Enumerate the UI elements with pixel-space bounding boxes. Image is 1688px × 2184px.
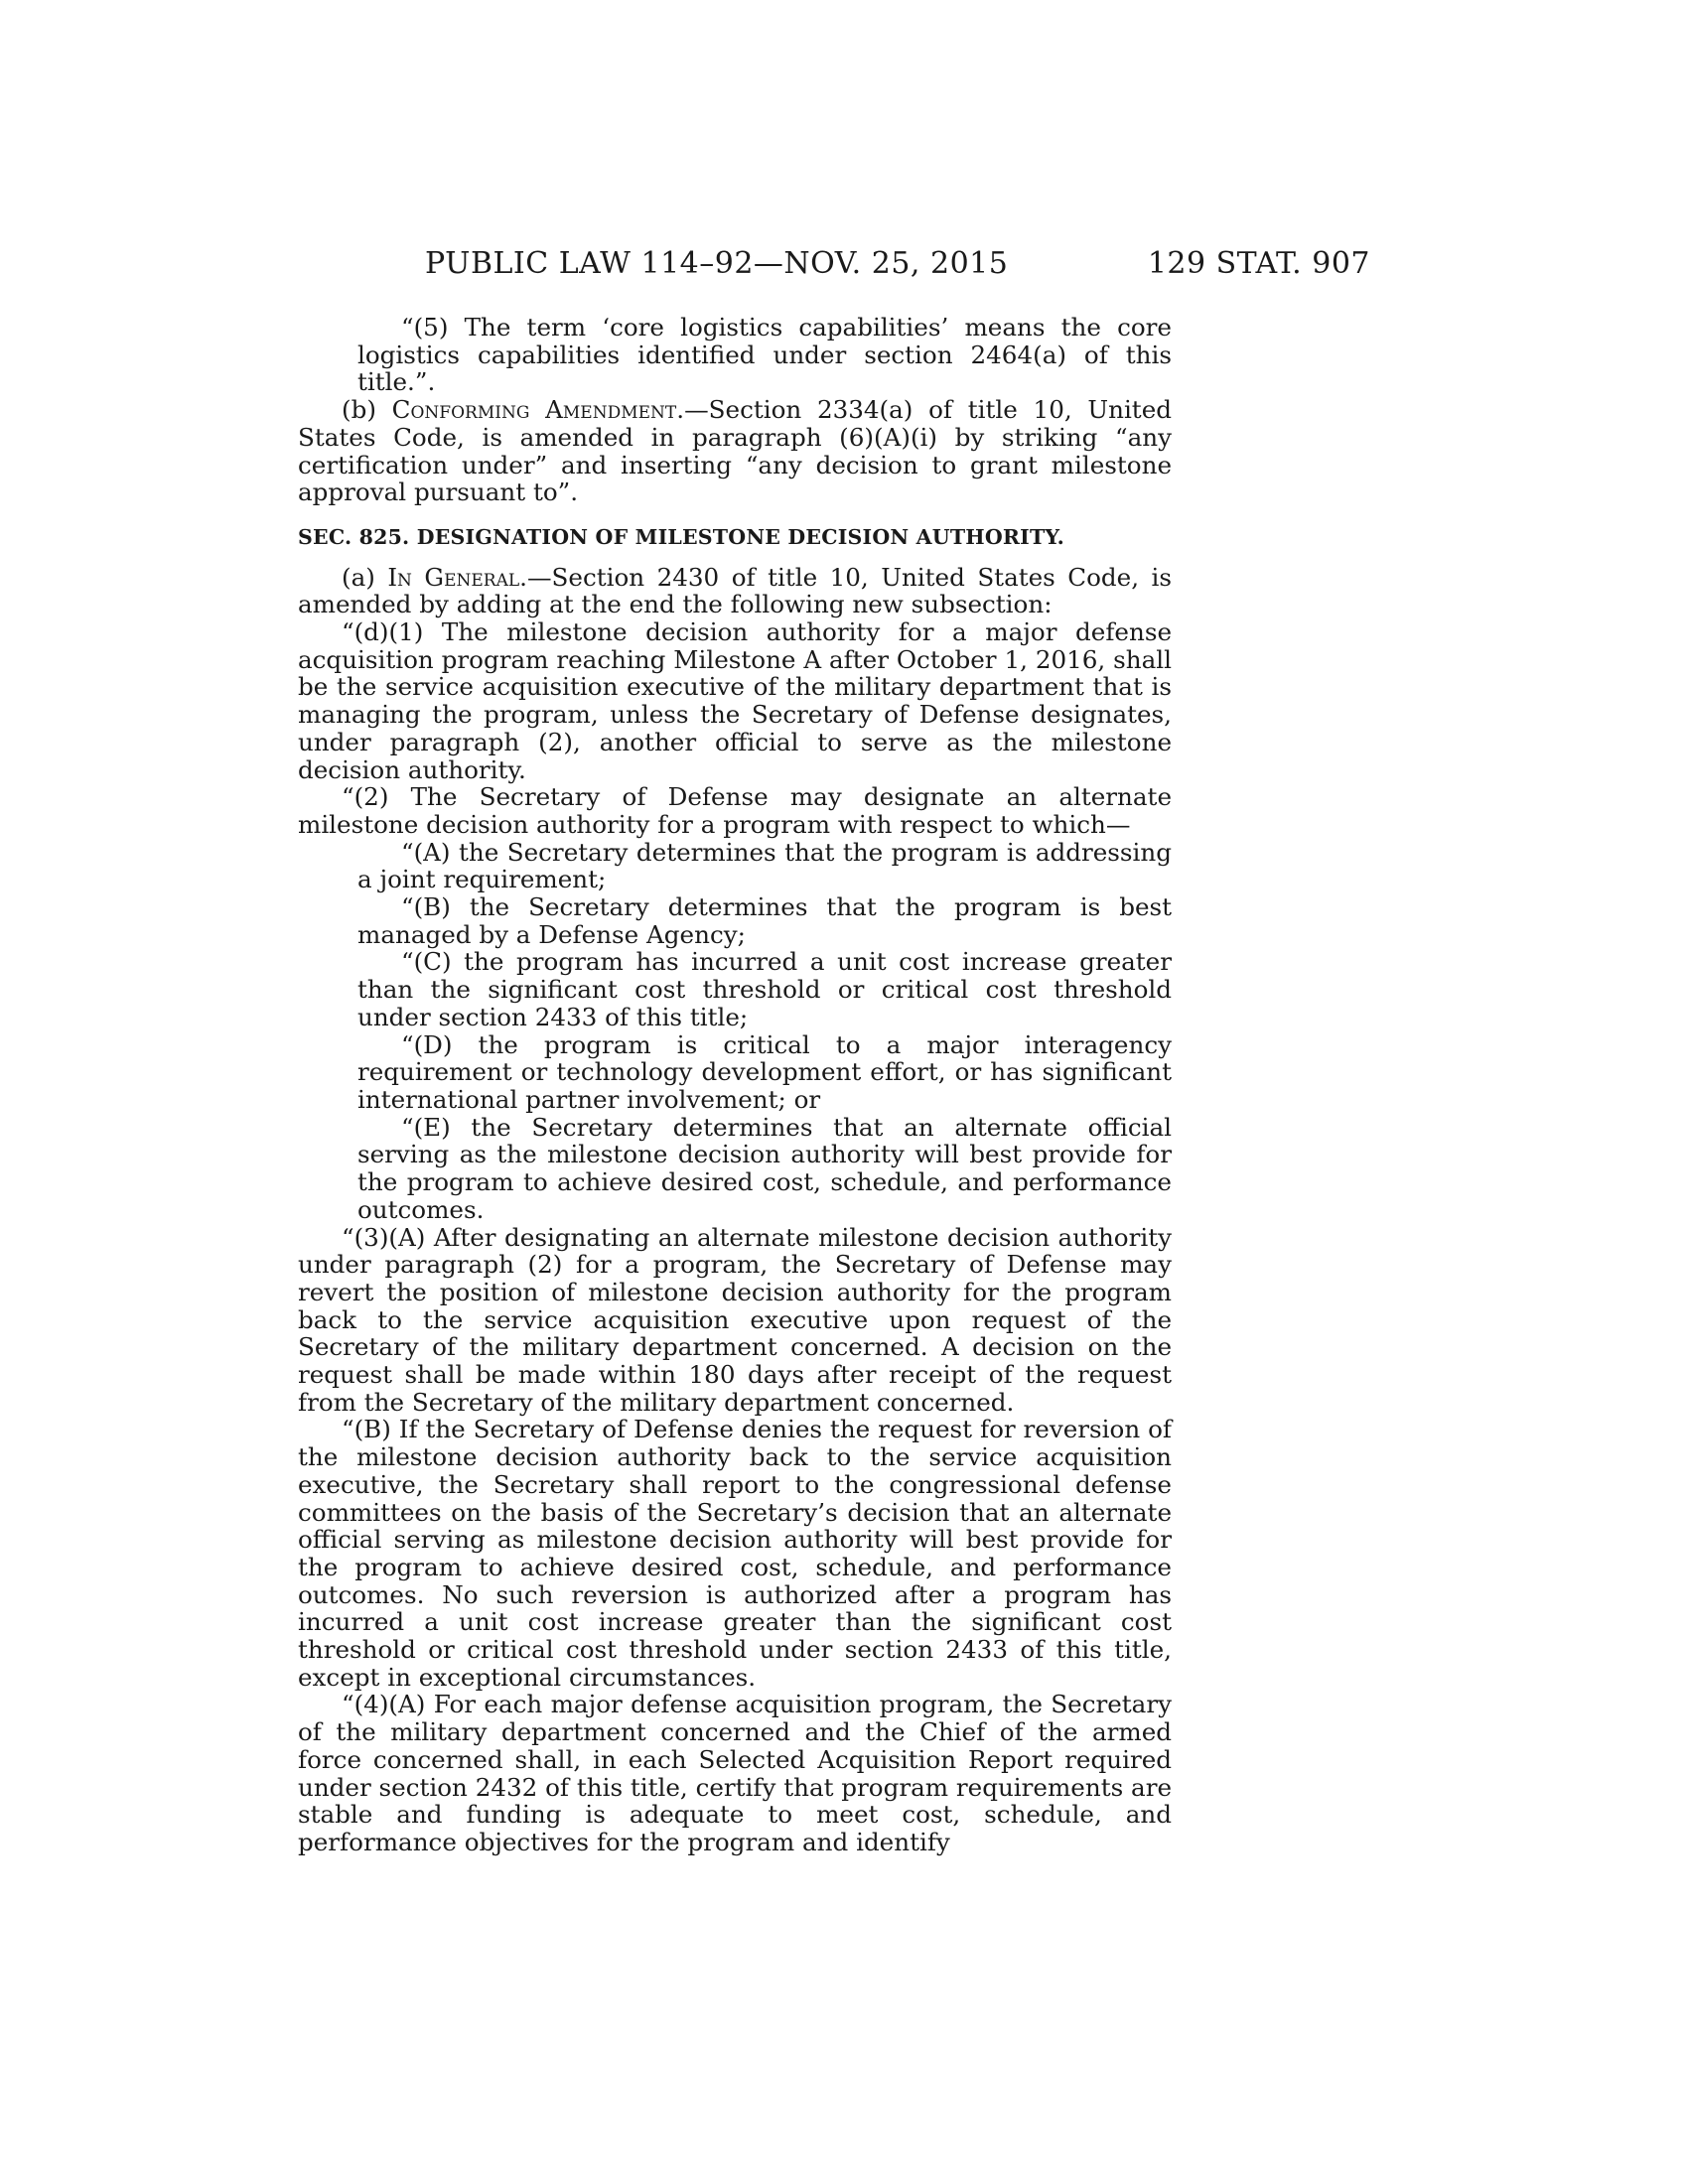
paragraph-5-text: “(5) The term ‘core logistics capabilities’ means the core logistics capabilities identified under section 2464(a) of this title.”. bbox=[357, 313, 1172, 397]
page-title: PUBLIC LAW 114–92—NOV. 25, 2015 bbox=[425, 246, 1009, 281]
list-item-b: “(B) the Secretary determines that the program is best managed by a Defense Agency; bbox=[357, 892, 1172, 949]
paragraph-a-label: (a) bbox=[342, 562, 388, 592]
list-item-c: “(C) the program has incurred a unit cost increase greater than the significant cost threshold or critical cost threshold under section 2433 of this title; bbox=[357, 947, 1172, 1031]
subsection-d1: “(d)(1) The milestone decision authority for a major defense acquisition program reaching Milestone A after October 1, 2016, shall be the service acquisition executive of the military department that is managing the program, unless the Secretary of Defense designates, under paragraph (2), another official to serve as the milestone decision authority. bbox=[298, 617, 1172, 784]
list-item-d: “(D) the program is critical to a major interagency requirement or technology development effort, or has significant international partner involvement; or bbox=[357, 1029, 1172, 1114]
page-reference: 129 STAT. 907 bbox=[1147, 246, 1370, 281]
list-item-e: “(E) the Secretary determines that an alternate official serving as the milestone decision authority will best provide for the program to achieve desired cost, schedule, and performance outcomes. bbox=[357, 1112, 1172, 1224]
running-head bbox=[298, 246, 1370, 286]
section-heading: SEC. 825. DESIGNATION OF MILESTONE DECISION AUTHORITY. bbox=[298, 524, 1064, 549]
document-body bbox=[298, 314, 1172, 1856]
paragraph-3a: “(3)(A) After designating an alternate milestone decision authority under paragraph (2) for a program, the Secretary of Defense may revert the position of milestone decision authority for the program back to the service acquisition executive upon request of the Secretary of the military department concerned. A decision on the request shall be made within 180 days after receipt of the request from the Secretary of the military department concerned. bbox=[298, 1222, 1172, 1417]
paragraph-b-label: (b) bbox=[342, 395, 392, 425]
paragraph-b-text: .—Section 2334(a) of title 10, United States Code, is amended in paragraph (6)(A)(i) by striking “any certification under” and inserting “any decision to grant milestone approval pursuant to”. bbox=[298, 395, 1172, 507]
list-item-a: “(A) the Secretary determines that the program is addressing a joint requirement; bbox=[357, 837, 1172, 894]
paragraph-3b: “(B) If the Secretary of Defense denies the request for reversion of the milestone decision authority back to the service acquisition executive, the Secretary shall report to the congressional defense committees on the basis of the Secretary’s decision that an alternate official serving as milestone decision authority will best provide for the program to achieve desired cost, schedule, and performance outcomes. No such reversion is authorized after a program has incurred a unit cost increase greater than the significant cost threshold or critical cost threshold under section 2433 of this title, except in exceptional circumstances. bbox=[298, 1415, 1172, 1692]
paragraph-a-text: .—Section 2430 of title 10, United States Code, is amended by adding at the end the following new subsection: bbox=[298, 562, 1172, 619]
paragraph-b-heading: Conforming Amendment bbox=[391, 395, 677, 425]
paragraph-2: “(2) The Secretary of Defense may designate an alternate milestone decision authority for a program with respect to which— bbox=[298, 782, 1172, 839]
paragraph-a-in-general bbox=[298, 564, 1172, 618]
paragraph-b-conforming-amendment bbox=[298, 396, 1172, 506]
paragraph-a-heading: In General bbox=[387, 562, 520, 592]
paragraph-4a: “(4)(A) For each major defense acquisition program, the Secretary of the military department concerned and the Chief of the armed force concerned shall, in each Selected Acquisition Report required under section 2432 of this title, certify that program requirements are stable and funding is adequate to meet cost, schedule, and performance objectives for the program and identify bbox=[298, 1690, 1172, 1856]
paragraph-5 bbox=[298, 314, 1172, 396]
